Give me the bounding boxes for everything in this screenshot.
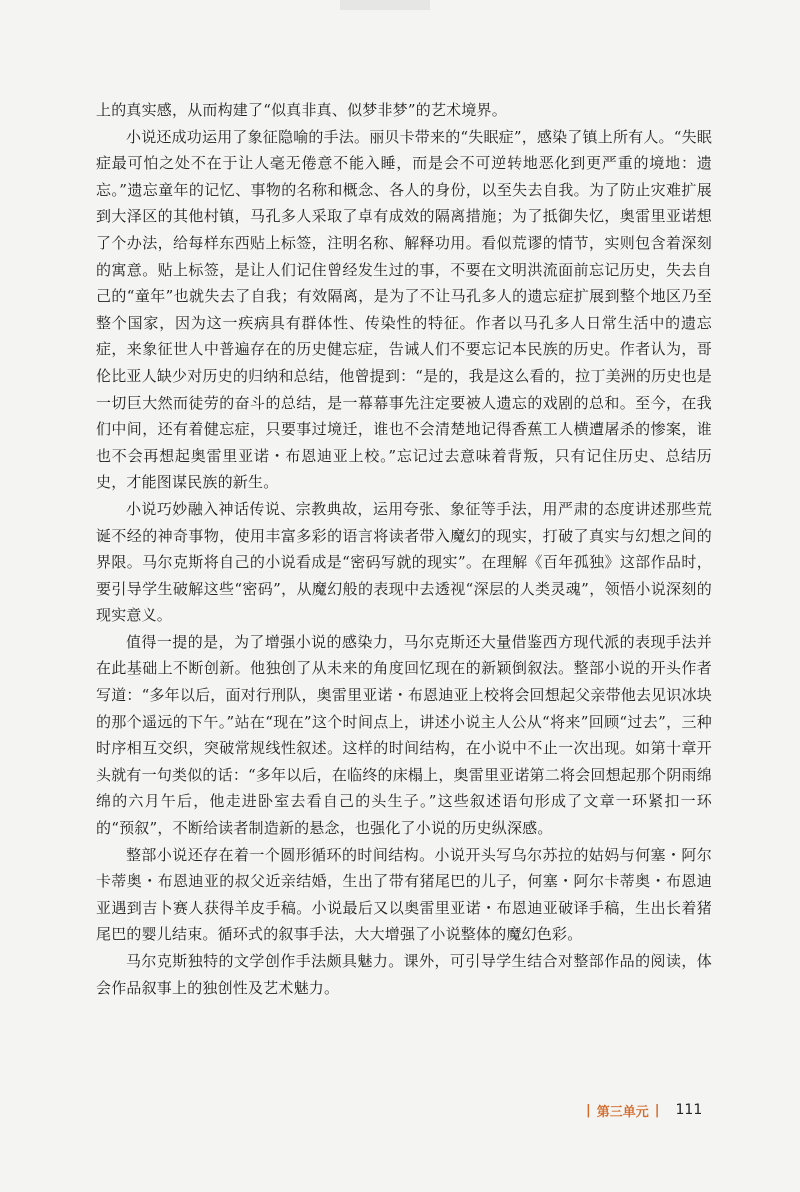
body-text [96, 97, 712, 1001]
paragraph-cyclic-structure: 整部小说还存在着一个圆形循环的时间结构。小说开头写乌尔苏拉的姑妈与何塞・阿尔卡蒂奥・布恩迪亚的叔父近亲结婚，生出了带有猪尾巴的儿子，何塞・阿尔卡蒂奥・布恩迪亚遇到吉卜赛人获得羊皮手稿。小说最后又以奥雷里亚诺・布恩迪亚破译手稿，生出长着猪尾巴的婴儿结束。循环式的叙事手法，大大增强了小说整体的魔幻色彩。 [96, 845, 712, 944]
paragraph-myth: 小说巧妙融入神话传说、宗教典故，运用夸张、象征等手法，用严肃的态度讲述那些荒诞不经的神奇事物，使用丰富多彩的语言将读者带入魔幻的现实，打破了真实与幻想之间的界限。马尔克斯将自己的小说看成是“密码写就的现实”。在理解《百年孤独》这部作品时，要引导学生破解这些“密码”，从魔幻般的表现中去透视“深层的人类灵魂”，领悟小说深刻的现实意义。 [96, 499, 712, 625]
page-footer [580, 1099, 740, 1121]
paragraph-symbolism: 小说还成功运用了象征隐喻的手法。丽贝卡带来的“失眠症”，感染了镇上所有人。“失眠症最可怕之处不在于让人毫无倦意不能入睡，而是会不可逆转地恶化到更严重的境地：遗忘。”遗忘童年的记忆、事物的名称和概念、各人的身份，以至失去自我。为了防止灾难扩展到大泽区的其他村镇，马孔多人采取了卓有成效的隔离措施；为了抵御失忆，奥雷里亚诺想了个办法，给每样东西贴上标签，注明名称、解释功用。看似荒谬的情节，实则包含着深刻的寓意。贴上标签，是让人们记住曾经发生过的事，不要在文明洪流面前忘记历史，失去自己的“童年”也就失去了自我；有效隔离，是为了不让马孔多人的遗忘症扩展到整个地区乃至整个国家，因为这一疾病具有群体性、传染性的特征。作者以马孔多人日常生活中的遗忘症，来象征世人中普遍存在的历史健忘症，告诫人们不要忘记本民族的历史。作者认为，哥伦比亚人缺少对历史的归纳和总结，他曾提到：“是的，我是这么看的，拉丁美洲的历史也是一切巨大然而徒劳的奋斗的总结，是一幕幕事先注定要被人遗忘的戏剧的总和。至今，在我们中间，还有着健忘症，只要事过境迁，谁也不会清楚地记得香蕉工人横遭屠杀的惨案，谁也不会再想起奥雷里亚诺・布恩迪亚上校。”忘记过去意味着背叛，只有记住历史、总结历史，才能图谋民族的新生。 [96, 127, 713, 492]
footer-separator-left: | [586, 1102, 591, 1118]
paragraph-conclusion: 马尔克斯独特的文学创作手法颇具魅力。课外，可引导学生结合对整部作品的阅读，体会作品叙事上的独创性及艺术魅力。 [96, 952, 712, 997]
unit-label: 第三单元 [596, 1104, 649, 1120]
paragraph-narrative-technique: 值得一提的是，为了增强小说的感染力，马尔克斯还大量借鉴西方现代派的表现手法并在此基础上不断创新。他独创了从未来的角度回忆现在的新颖倒叙法。整部小说的开头作者写道：“多年以后，面对行刑队，奥雷里亚诺・布恩迪亚上校将会回想起父亲带他去见识冰块的那个遥远的下午。”站在“现在”这个时间点上，讲述小说主人公从“将来”回顾“过去”，三种时序相互交织，突破常规线性叙述。这样的时间结构，在小说中不止一次出现。如第十章开头就有一句类似的话：“多年以后，在临终的床榻上，奥雷里亚诺第二将会回想起那个阴雨绵绵的六月午后，他走进卧室去看自己的头生子。”这些叙述语句形成了文章一环紧扣一环的“预叙”，不断给读者制造新的悬念，也强化了小说的历史纵深感。 [96, 632, 712, 838]
footer-separator-right: | [654, 1102, 660, 1118]
page-number: 111 [675, 1102, 703, 1118]
paragraph-continuation: 上的真实感，从而构建了“似真非真、似梦非梦”的艺术境界。 [96, 101, 507, 119]
top-edge-mark [340, 0, 430, 10]
